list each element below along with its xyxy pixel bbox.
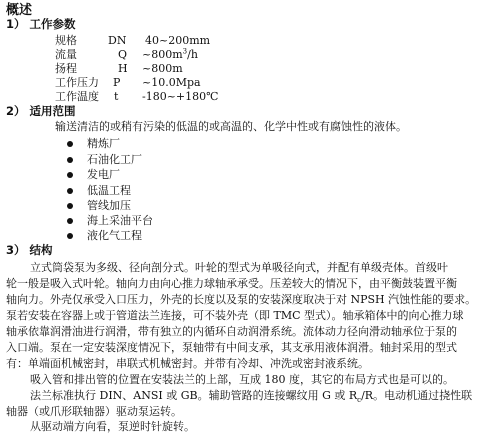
list-item-label: 液化气工程 <box>87 229 142 242</box>
structure-line: 吸入管和排出管的位置在安装法兰的上部，互成 180 度，其它的布局方式也是可以的。 <box>30 373 454 386</box>
list-item-label: 管线加压 <box>87 199 131 212</box>
param-label: 扬程 <box>55 62 77 75</box>
list-item-label: 发电厂 <box>87 168 120 181</box>
list-item-label: 低温工程 <box>87 184 131 197</box>
bullet-icon <box>67 218 73 224</box>
param-value: 40~200mm <box>145 34 211 47</box>
param-symbol: P <box>113 76 121 89</box>
structure-line: 从驱动端方向看，泵逆时针旋转。 <box>30 420 195 433</box>
section-heading-structure: 3） 结构 <box>6 243 53 257</box>
param-value: ~800m <box>142 62 183 75</box>
param-symbol: H <box>118 62 128 75</box>
list-item-label: 精炼厂 <box>87 137 120 150</box>
application-intro: 输送清洁的或稍有污染的低温的或高温的、化学中性或有腐蚀性的液体。 <box>55 120 407 133</box>
param-label: 工作压力 <box>55 76 99 89</box>
param-value: $\sim 800m^3/h$ <box>142 47 198 61</box>
bullet-icon <box>67 157 73 163</box>
structure-line: 入口端。泵在一定安装深度情况下，泵轴带有中间支承，其支承用液体润滑。轴封采用的型式 <box>6 341 457 354</box>
structure-line: 轮一般是吸入式叶轮。轴向力由向心推力球轴承承受。压差较大的情况下，由平衡鼓装置平衡 <box>6 277 457 290</box>
param-value: -180~+180℃ <box>142 90 219 103</box>
param-symbol: Q <box>118 48 128 61</box>
section-heading-application: 2） 适用范围 <box>6 104 76 118</box>
page-title: 概述 <box>6 3 33 18</box>
bullet-icon <box>67 233 73 239</box>
structure-line: 轴承依靠润滑油进行润滑，带有独立的内循环自动润滑系统。流体动力径向滑动轴承位于泵的 <box>6 325 457 338</box>
param-label: 流量 <box>55 48 77 61</box>
param-symbol: t <box>114 90 119 103</box>
param-label: 工作温度 <box>55 90 99 103</box>
param-symbol: DN <box>108 34 127 47</box>
bullet-icon <box>67 172 73 178</box>
bullet-icon <box>67 141 73 147</box>
bullet-icon <box>67 188 73 194</box>
structure-line: 泵若安装在容器上或于管道法兰连接，可不装外壳（即 TMC 型式）。轴承箱体中的向心推力球 <box>6 309 464 322</box>
structure-line: 轴器（或爪形联轴器）驱动泵运转。 <box>6 405 182 418</box>
param-label: 规格 <box>55 34 77 47</box>
structure-line: 有：单端面机械密封，串联式机械密封。并带有冷却、冲洗或密封液系统。 <box>6 357 369 370</box>
section-heading-parameters: 1） 工作参数 <box>6 17 76 31</box>
param-value: ~10.0Mpa <box>142 76 201 89</box>
structure-line: 立式筒袋泵为多级、径向剖分式。叶轮的型式为单吸径向式，并配有单级壳体。首级叶 <box>30 261 448 274</box>
structure-line: 法兰标准执行 DIN、ANSI 或 GB。辅助管路的连接螺纹用 G 或 $R_c/R$。电动机通过挠性联 <box>30 389 473 405</box>
structure-line: 轴向力。外壳仅承受入口压力，外壳的长度以及泵的安装深度取决于对 NPSH 汽蚀性能的要求。 <box>6 293 477 306</box>
bullet-icon <box>67 203 73 209</box>
list-item-label: 海上采油平台 <box>87 214 153 227</box>
list-item-label: 石油化工厂 <box>87 153 142 166</box>
